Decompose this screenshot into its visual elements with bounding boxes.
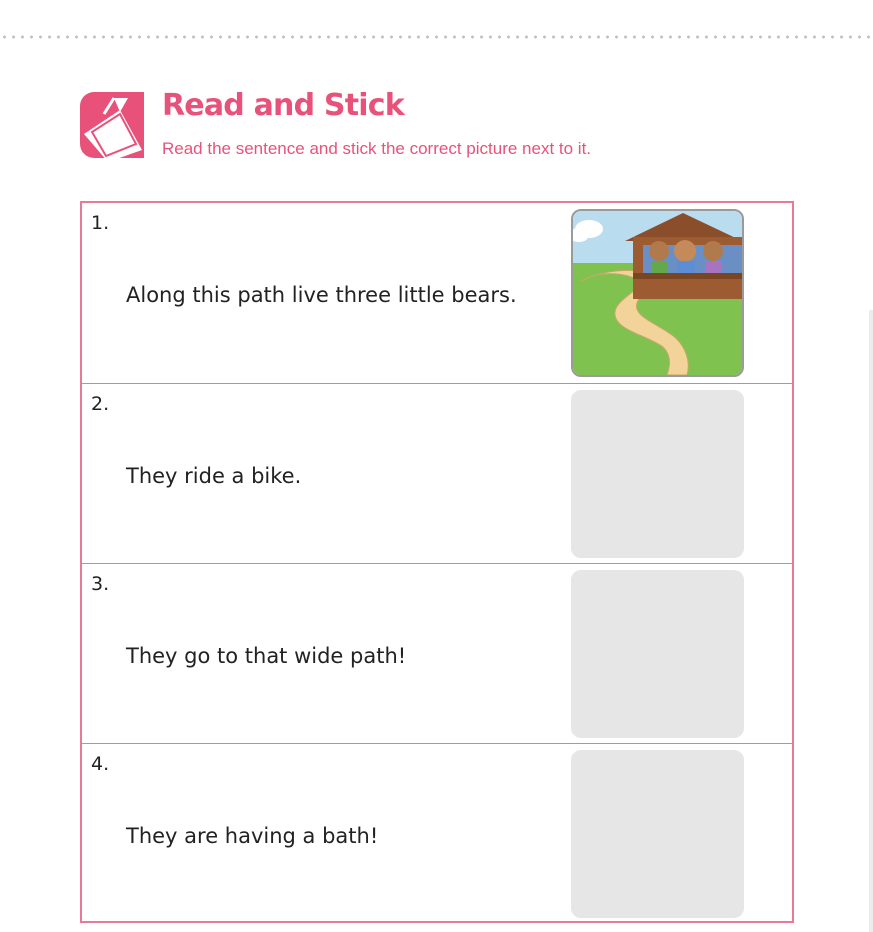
row-number: 2. bbox=[91, 393, 110, 415]
worksheet-row bbox=[82, 743, 792, 924]
row-sentence: They ride a bike. bbox=[126, 464, 302, 488]
row-sentence: They are having a bath! bbox=[126, 824, 379, 848]
row-sentence: They go to that wide path! bbox=[126, 644, 407, 668]
instruction-text: Read the sentence and stick the correct picture next to it. bbox=[162, 139, 592, 158]
worksheet-row bbox=[82, 203, 792, 383]
row-sentence: Along this path live three little bears. bbox=[126, 283, 517, 307]
worksheet-table bbox=[80, 201, 794, 923]
page-title: Read and Stick bbox=[162, 88, 404, 123]
page-edge-shadow bbox=[869, 310, 873, 932]
sticker-placeholder[interactable] bbox=[571, 570, 744, 738]
worksheet-row bbox=[82, 383, 792, 564]
sticker-placeholder[interactable] bbox=[571, 750, 744, 918]
sticker-placeholder[interactable] bbox=[571, 390, 744, 558]
row-number: 4. bbox=[91, 753, 110, 775]
dotted-divider bbox=[0, 35, 873, 39]
three-bears-house-path-picture bbox=[571, 209, 744, 377]
row-number: 1. bbox=[91, 212, 110, 234]
row-number: 3. bbox=[91, 573, 110, 595]
open-book-icon bbox=[80, 92, 144, 158]
worksheet-row bbox=[82, 563, 792, 744]
